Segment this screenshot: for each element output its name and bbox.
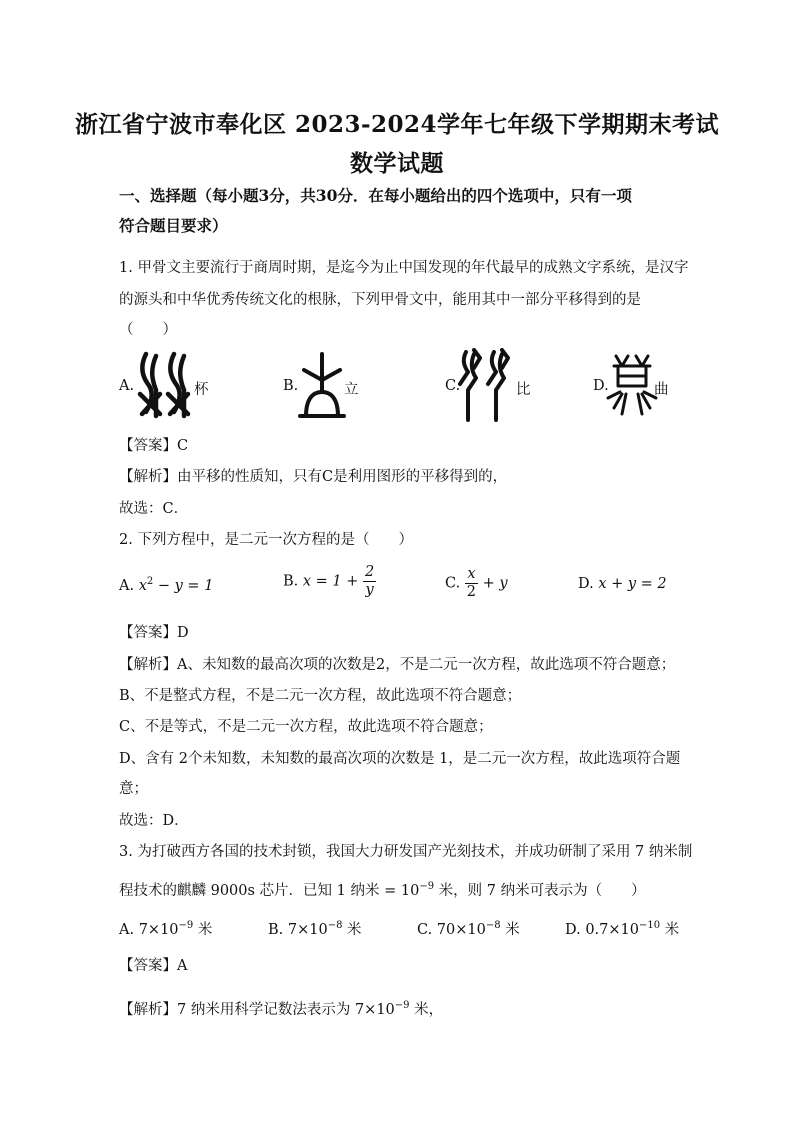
q2-answer: 【答案】D: [119, 625, 189, 641]
q2-stem: 2. 下列方程中，是二元一次方程的是（ ）: [119, 532, 413, 548]
q3-option-a-letter: A.: [119, 922, 135, 938]
q1-conclusion: 故选：C．: [119, 501, 189, 517]
q3-stem-line2-b: 米，则 7 纳米可表示为（ ）: [434, 882, 646, 899]
q3-option-a-exponent: −9: [178, 920, 194, 932]
q3-option-c-letter: C.: [417, 922, 433, 938]
q3-option-a-base: 7×10: [138, 922, 179, 938]
q1-option-d-letter: D.: [593, 378, 609, 394]
q3-option-a-unit: 米: [193, 922, 213, 938]
q1-option-a-letter: A.: [119, 378, 135, 394]
q1-stem-line3: （ ）: [119, 322, 177, 338]
q3-option-b: [268, 918, 362, 939]
q1-option-c-char: 比: [516, 382, 531, 398]
q3-option-b-unit: 米: [342, 922, 362, 938]
q3-option-d-letter: D.: [565, 922, 581, 938]
section-heading-line2: 符合题目要求）: [119, 216, 228, 235]
q3-option-c-unit: 米: [500, 922, 520, 938]
q1-option-b-char: 立: [344, 382, 359, 398]
q2-option-b-fraction: [363, 564, 376, 599]
q2-analysis-line: D、含有 2个未知数，未知数的最高次项的次数是 1，是二元一次方程，故此选项符合题: [119, 751, 681, 767]
q2-analysis-line: 【解析】A、未知数的最高次项的次数是2，不是二元一次方程，故此选项不符合题意；: [119, 657, 676, 673]
q3-analysis-exponent: −9: [394, 1000, 410, 1011]
q3-option-d-exponent: −10: [639, 920, 661, 932]
q2-analysis-line: 意；: [119, 781, 148, 797]
q2-option-a: [119, 576, 213, 594]
q2-option-d-letter: D.: [578, 576, 594, 592]
q2-option-c-rest: + y: [482, 575, 508, 592]
q2-conclusion: 故选：D．: [119, 813, 189, 829]
q1-answer: 【答案】C: [119, 438, 189, 454]
q3-option-d: [565, 918, 679, 939]
q2-option-c: [445, 566, 508, 601]
q3-option-c: [417, 918, 520, 939]
section-heading-line1: 一、选择题（每小题3分，共30分．在每小题给出的四个选项中，只有一项: [119, 186, 632, 205]
q2-option-b: [283, 564, 376, 599]
q3-option-b-exponent: −8: [327, 920, 343, 932]
q2-option-a-exponent: 2: [146, 576, 154, 587]
q2-option-d-expr: x + y = 2: [598, 576, 667, 592]
oracle-glyph-bi-icon: [458, 348, 516, 422]
q2-option-b-numerator: 2: [365, 564, 375, 580]
q3-stem-line1: 3. 为打破西方各国的技术封锁，我国大力研发国产光刻技术，并成功研制了采用 7 纳米制: [119, 844, 693, 860]
document-title: 浙江省宁波市奉化区 2023-2024学年七年级下学期期末考试: [74, 111, 720, 138]
q3-analysis: [119, 996, 679, 1020]
q2-option-a-rest: − y = 1: [153, 577, 214, 594]
q3-option-c-base: 70×10: [436, 922, 486, 938]
q1-option-b-letter: B.: [283, 378, 299, 394]
q2-option-d: [578, 576, 667, 592]
q2-analysis-line: B、不是整式方程，不是二元一次方程，故此选项不符合题意；: [119, 688, 522, 704]
q1-stem-line1: 1. 甲骨文主要流行于商周时期，是迄今为止中国发现的年代最早的成熟文字系统，是汉字: [119, 260, 689, 276]
q1-analysis: 【解析】由平移的性质知，只有C是利用图形的平移得到的，: [119, 469, 508, 485]
q2-option-b-lhs: x = 1 +: [302, 573, 359, 590]
q3-answer: 【答案】A: [119, 958, 188, 974]
q3-option-a: [119, 918, 212, 939]
oracle-glyph-qu-icon: [606, 352, 658, 418]
oracle-glyph-li-icon: [298, 352, 346, 420]
q3-option-d-base: 0.7×10: [585, 922, 639, 938]
q2-option-c-letter: C.: [445, 575, 461, 592]
q3-option-d-unit: 米: [660, 922, 680, 938]
q2-option-c-denominator: 2: [466, 584, 477, 600]
q3-stem-line2-a: 程技术的麒麟 9000s 芯片．已知 1 纳米 = 10: [119, 882, 420, 899]
q1-option-c-letter: C.: [445, 378, 461, 394]
q2-option-b-denominator: y: [365, 582, 374, 598]
q1-option-d-char: 曲: [654, 382, 669, 398]
q3-stem-exponent: −9: [419, 881, 435, 892]
q3-option-b-base: 7×10: [287, 922, 328, 938]
q2-option-a-letter: A.: [119, 577, 135, 594]
q1-option-a-char: 杯: [194, 382, 209, 398]
q1-stem-line2: 的源头和中华优秀传统文化的根脉，下列甲骨文中，能用其中一部分平移得到的是: [119, 292, 641, 308]
q3-stem-line2: [119, 877, 679, 901]
q3-option-b-letter: B.: [268, 922, 284, 938]
document-subtitle: 数学试题: [350, 150, 444, 177]
q2-option-a-var: x: [138, 577, 147, 594]
oracle-glyph-bei-icon: [134, 350, 198, 420]
q2-option-b-letter: B.: [283, 573, 299, 590]
q2-analysis-line: C、不是等式，不是二元一次方程，故此选项不符合题意；: [119, 719, 493, 735]
q3-option-c-exponent: −8: [485, 920, 501, 932]
q2-option-c-fraction: [465, 566, 478, 601]
q2-option-c-numerator: x: [465, 566, 478, 584]
q3-analysis-a: 【解析】7 纳米用科学记数法表示为 7×10: [119, 1001, 395, 1018]
q3-analysis-b: 米，: [409, 1001, 444, 1018]
